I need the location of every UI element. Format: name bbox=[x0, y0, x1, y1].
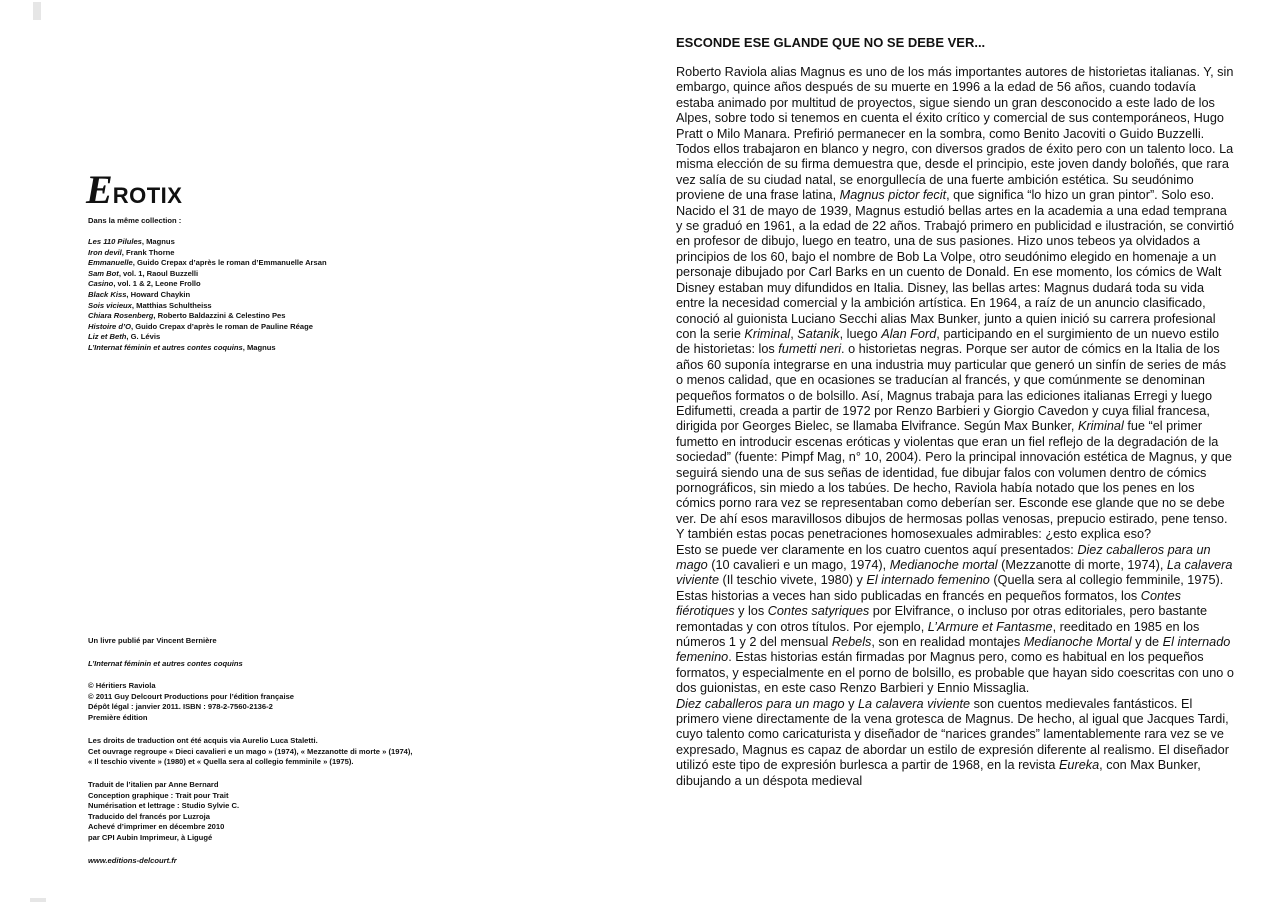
collection-item bbox=[88, 290, 327, 301]
collection-item-title: Les 110 Pilules bbox=[88, 237, 142, 246]
essay-paragraph bbox=[676, 543, 1236, 697]
essay-text: y de bbox=[1131, 635, 1163, 650]
essay-italic-text: Contes satyriques bbox=[767, 604, 870, 619]
publisher-website: www.editions-delcourt.fr bbox=[88, 856, 177, 865]
collection-item-title: Casino bbox=[88, 279, 114, 289]
essay-italic-text: Kriminal bbox=[1077, 419, 1124, 434]
essay-text: , son en realidad montajes bbox=[871, 635, 1024, 650]
essay-text: , que significa “lo hizo un gran pintor”. Solo eso. Nacido el 31 de mayo de 1939, Magnus estudió bellas artes en la academia a una edad temprana y se graduó en 1961, a la edad de 22 años. Trabajó primero en publicidad e ilustración, se convirtió en profesor de dibujo, luego en teatro, una de sus pasiones. Hizo unos tebeos ya olvidados a principios de los 60, bajo el nombre de Bob La Volpe, otro seudónimo elegido en homenaje a un personaje dibujado por Carl Barks en un cuento de Donald. En ese momento, los cómics de Walt Disney estaban muy difundidos en Italia. Disney, las bellas artes: Magnus dudará toda su vida entre la necesidad comercial y la ambición artística. En 1964, a raíz de un anuncio clasificado, conoció al guionista Luciano Secchi alias Max Bunker, junto a quien inició su carrera profesional con la serie bbox=[676, 188, 1234, 341]
collection-item bbox=[88, 248, 327, 259]
essay-italic-text: Kriminal bbox=[744, 326, 791, 341]
essay-paragraph bbox=[676, 65, 1236, 543]
collection-item-title: Sois vicieux bbox=[88, 300, 132, 310]
collection-item bbox=[88, 237, 327, 248]
essay-text: por Elvifrance, o incluso por otras editoriales, pero bastante remontadas y con otros títulos. Por ejemplo, bbox=[676, 604, 1208, 634]
collection-item bbox=[88, 269, 327, 280]
collection-item-author: , vol. 1, Raoul Buzzelli bbox=[118, 268, 199, 278]
scan-speck bbox=[30, 898, 46, 902]
essay-text: (Mezzanotte di morte, 1974), bbox=[997, 558, 1167, 572]
collection-item-author: , G. Lévis bbox=[126, 332, 161, 342]
essay-body bbox=[676, 65, 1236, 789]
essay-italic-text: Medianoche mortal bbox=[889, 558, 998, 572]
essay-text: y bbox=[844, 696, 858, 711]
essay-italic-text: Diez caballeros para un mago bbox=[676, 542, 1211, 572]
book-title: L’Internat féminin et autres contes coquins bbox=[88, 659, 243, 668]
collection-item-author: , Guido Crepax d’après le roman d’Emmanuelle Arsan bbox=[132, 258, 327, 268]
essay-text: (10 cavalieri e un mago, 1974), bbox=[707, 558, 890, 572]
essay-italic-text: El internado femenino bbox=[866, 573, 990, 588]
essay-text: son cuentos medievales fantásticos. El primero viene directamente de la vena grotesca de Magnus. De hecho, al igual que Jacques Tardi, cuyo talento como caricaturista y diseñador de “narices grandes” lamentablemente rara vez se ve expresado, Magnus es capaz de abordar un estilo de expresión diferente al realismo. El diseñador utilizó este tipo de expresión burlesca a partir de 1968, en la revista bbox=[676, 696, 1229, 773]
essay-text: . Estas historias están firmadas por Magnus pero, como es habitual en los pequeños formatos, y especialmente en el porno de bolsillo, es probable que hayan sido coescritas con uno o dos guionistas, en este caso Renzo Barbieri y Ennio Missaglia. bbox=[676, 650, 1234, 696]
essay-text: . o historietas negras. Porque ser autor de cómics en la Italia de los años 60 suponía integrarse en una industria muy particular que generó un sinfín de series de más o menos calidad, que en ocasiones se traducían al francés, y que comúnmente se denominan pequeños formatos o de bolsillo. Así, Magnus trabaja para las ediciones italianas Erregi y luego Edifumetti, creada a partir de 1972 por Renzo Barbieri y Giorgio Cavedon y cuya filial francesa, dirigida por Georges Bielec, se llamaba Elvifrance. Según Max Bunker, bbox=[676, 342, 1227, 434]
essay-italic-text: Diez caballeros para un mago bbox=[676, 696, 845, 711]
collection-item-title: Black Kiss bbox=[88, 289, 127, 299]
collection-item-author: , Roberto Baldazzini & Celestino Pes bbox=[153, 311, 286, 321]
essay-text: (Il teschio vivete, 1980) y bbox=[719, 573, 867, 588]
collection-heading: Dans la même collection : bbox=[88, 216, 182, 225]
essay-paragraph bbox=[676, 697, 1236, 789]
collection-item bbox=[88, 332, 327, 343]
published-by: Un livre publié par Vincent Bernière bbox=[88, 636, 217, 645]
collection-item-title: L’Internat féminin et autres contes coquins bbox=[88, 342, 243, 352]
collection-item-title: Iron devil bbox=[88, 247, 122, 257]
essay-italic-text: Medianoche Mortal bbox=[1023, 635, 1132, 650]
essay-italic-text: Eureka bbox=[1058, 758, 1100, 773]
erotix-logo: EROTIX bbox=[86, 167, 183, 212]
collection-item bbox=[88, 279, 327, 290]
collection-item-title: Sam Bot bbox=[88, 268, 119, 278]
copyright-block: © Héritiers Raviola © 2011 Guy Delcourt Productions pour l’édition française Dépôt légal : janvier 2011. ISBN : 978-2-7560-2136-2 Première édition bbox=[88, 681, 295, 722]
credits-block: Traduit de l’italien par Anne Bernard Conception graphique : Trait pour Trait Numérisation et lettrage : Studio Sylvie C. Traducido del francés por Luzroja Achevé d’imprimer en décembre 2010 par CPI Aubin Imprimeur, à Ligugé bbox=[88, 780, 240, 842]
collection-item-title: Histoire d’O bbox=[88, 321, 132, 331]
essay-text: (Quella sera al collegio femminile, 1975). Estas historias a veces han sido publicadas en francés en pequeños formatos, los bbox=[676, 573, 1224, 603]
collection-item bbox=[88, 258, 327, 269]
essay-text: , bbox=[790, 326, 798, 341]
essay-text: , luego bbox=[839, 326, 882, 341]
essay-text: Roberto Raviola alias Magnus es uno de los más importantes autores de historietas italianas. Y, sin embargo, quince años después de su muerte en 1996 a la edad de 56 años, cuando todavía estaba animado por multitud de proyectos, sigue siendo un gran desconocido a este lado de los Alpes, sobre todo si tenemos en cuenta el éxito crítico y comercial de sus contemporáneos, Hugo Pratt o Milo Manara. Prefirió permanecer en la sombra, como Benito Jacoviti o Guido Buzzelli. Todos ellos trabajaron en blanco y negro, con diversos grados de éxito pero con un talento loco. La misma elección de su firma demuestra que, desde el principio, este joven dandy boloñés, que rara vez salía de su ciudad natal, se enorgullecía de una fuerte ambición estética. Su seudónimo proviene de una frase latina, bbox=[676, 65, 1234, 203]
collection-item bbox=[88, 311, 327, 322]
essay-italic-text: Magnus pictor fecit bbox=[839, 188, 947, 203]
collection-item-author: , Magnus bbox=[141, 237, 175, 246]
collection-item-title: Liz et Beth bbox=[88, 332, 127, 342]
essay-title: ESCONDE ESE GLANDE QUE NO SE DEBE VER... bbox=[676, 35, 986, 50]
essay-text: fue “el primer fumetto en introducir escenas eróticas y violentas que eran un fiel reflejo de la degradación de la sociedad” (fuente: Pimpf Mag, n° 10, 2004). Pero la principal innovación estética de Magnus, y que seguirá siendo una de sus señas de identidad, fue dibujar falos con volumen dentro de cómics pornográficos, sin miedo a los tabúes. De hecho, Raviola había notado que los penes en los cómics porno rara vez se representaban como deberían ser. Esconde ese glande que no se debe ver. De ahí esos maravillosos dibujos de hermosas pollas venosas, prepucio estirado, pene tenso. Y también estas pocas penetraciones homosexuales admirables: ¿esto explica eso? bbox=[676, 419, 1232, 542]
essay-italic-text: Rebels bbox=[831, 635, 872, 650]
essay-text: , con Max Bunker, dibujando a un déspota medieval bbox=[676, 758, 1201, 788]
essay-text: , participando en el surgimiento de un nuevo estilo de historietas: los bbox=[676, 326, 1220, 357]
collection-item bbox=[88, 322, 327, 333]
collection-item-author: , Matthias Schultheiss bbox=[131, 300, 212, 310]
collection-item-author: , Magnus bbox=[242, 342, 276, 352]
essay-italic-text: Contes fiérotiques bbox=[676, 588, 1181, 619]
essay-italic-text: La calavera viviente bbox=[676, 558, 1233, 588]
collection-item bbox=[88, 301, 327, 312]
essay-italic-text: Satanik bbox=[797, 326, 840, 341]
essay-text: Esto se puede ver claramente en los cuatro cuentos aquí presentados: bbox=[676, 542, 1078, 557]
collection-item-title: Emmanuelle bbox=[88, 258, 133, 268]
collection-item-author: , vol. 1 & 2, Leone Frollo bbox=[113, 279, 201, 289]
essay-italic-text: La calavera viviente bbox=[857, 696, 971, 711]
essay-text: y los bbox=[734, 604, 768, 619]
collection-item-author: , Frank Thorne bbox=[121, 247, 175, 257]
collection-item-title: Chiara Rosenberg bbox=[88, 311, 154, 321]
collection-item-author: , Guido Crepax d’après le roman de Pauline Réage bbox=[131, 321, 313, 331]
essay-italic-text: L’Armure et Fantasme bbox=[927, 619, 1053, 634]
rights-block: Les droits de traduction ont été acquis via Aurelio Luca Staletti. Cet ouvrage regroupe « Dieci cavalieri e un mago » (1974), « Mezzanotte di morte » (1974), « Il teschio vivente » (1980) et « Quella sera al collegio femminile » (1975). bbox=[88, 736, 413, 767]
essay-text: , reeditado en 1985 en los números 1 y 2 del mensual bbox=[676, 619, 1200, 650]
collection-list bbox=[88, 237, 327, 354]
scan-speck bbox=[33, 2, 41, 20]
essay-italic-text: fumetti neri bbox=[778, 342, 842, 357]
collection-item bbox=[88, 343, 327, 354]
essay-italic-text: Alan Ford bbox=[881, 326, 937, 341]
essay-italic-text: El internado femenino bbox=[676, 635, 1231, 665]
collection-item-author: , Howard Chaykin bbox=[126, 289, 191, 299]
